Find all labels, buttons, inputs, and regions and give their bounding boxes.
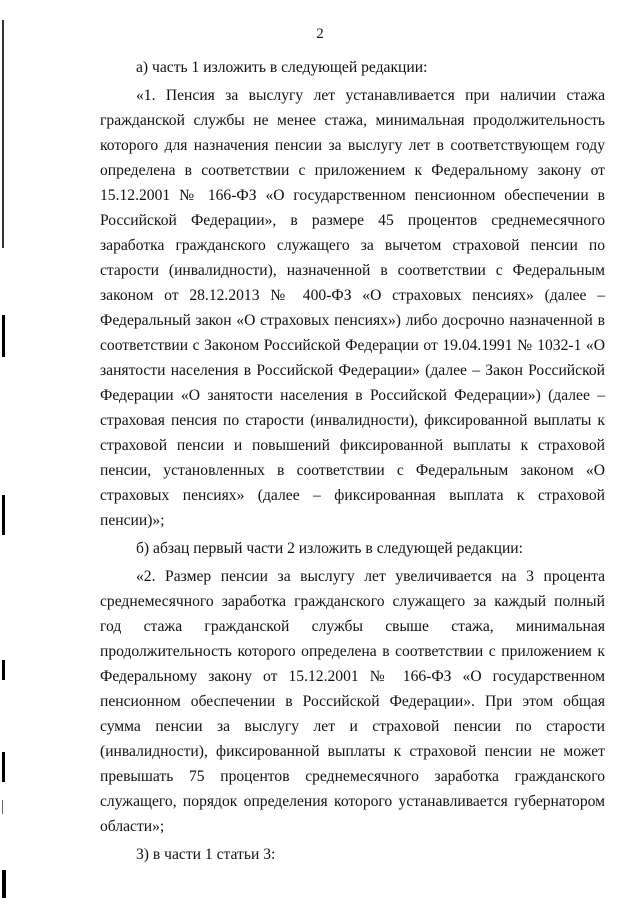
paragraph-item-b: б) абзац первый части 2 изложить в следующей редакции: <box>136 540 523 557</box>
scan-artifact-line <box>2 660 5 680</box>
paragraph-item-a: а) часть 1 изложить в следующей редакции: <box>136 59 428 76</box>
scan-artifact-line <box>2 495 5 535</box>
scan-artifact-line <box>2 752 5 782</box>
scan-artifact-line <box>2 20 4 248</box>
scan-artifact-line <box>2 315 5 357</box>
page-number: 2 <box>316 26 324 42</box>
scan-artifact-line <box>2 800 3 814</box>
scan-artifact-line <box>2 870 6 898</box>
document-body <box>100 55 605 867</box>
paragraph-part2-text: «2. Размер пенсии за выслугу лет увеличивается на 3 процента среднемесячного заработка гражданского служащего за каждый полный год стажа гражданской службы свыше стажа, минимальная продолжительность которого определена в соответствии с приложением к Федеральному закону от 15.12.2001 № 166-ФЗ «О государственном пенсионном обеспечении в Российской Федерации». При этом общая сумма пенсии за выслугу лет и страховой пенсии по старости (инвалидности), фиксированной выплаты к страховой пенсии не может превышать 75 процентов среднемесячного заработка гражданского служащего, порядок определения которого устанавливается губернатором области»; <box>100 568 605 835</box>
paragraph-item-3: 3) в части 1 статьи 3: <box>136 846 276 863</box>
paragraph-part1-text: «1. Пенсия за выслугу лет устанавливается при наличии стажа гражданской службы не менее стажа, минимальная продолжительность которого для назначения пенсии за выслугу лет в соответствующем году определена в соответствии с приложением к Федеральному закону от 15.12.2001 № 166-ФЗ «О государственном пенсионном обеспечении в Российской Федерации», в размере 45 процентов среднемесячного заработка гражданского служащего за вычетом страховой пенсии по старости (инвалидности), назначенной в соответствии с Федеральным законом от 28.12.2013 № 400-ФЗ «О страховых пенсиях» (далее – Федеральный закон «О страховых пенсиях») либо досрочно назначенной в соответствии с Законом Российской Федерации от 19.04.1991 № 1032-1 «О занятости населения в Российской Федерации» (далее – Закон Российской Федерации «О занятости населения в Российской Федерации») (далее – страховая пенсия по старости (инвалидности), фиксированной выплаты к страховой пенсии и повышений фиксированной выплаты к страховой пенсии, установленных в соответствии с Федеральным законом «О страховых пенсиях» (далее – фиксированная выплата к страховой пенсии)»; <box>100 87 605 529</box>
